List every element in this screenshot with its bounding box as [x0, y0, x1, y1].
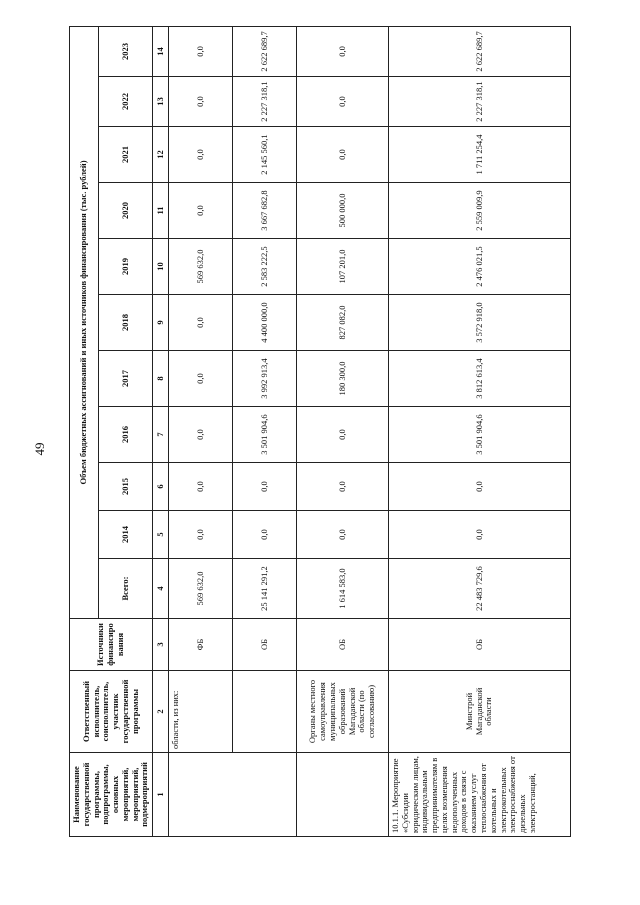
header-name: Наименование государственной программы, подпрограммы, основных мероприятий, мероприятий, подмероприятий — [70, 753, 153, 837]
header-year: 2020 — [99, 183, 153, 239]
cell-source: ОБ — [389, 619, 571, 671]
header-funding-title: Объем бюджетных ассигнований и иных источников финансирования (тыс. рублей) — [70, 26, 99, 618]
cell-value: 3 501 904,6 — [233, 407, 297, 463]
cell-name — [297, 753, 389, 837]
column-number: 11 — [153, 183, 169, 239]
cell-value: 0,0 — [169, 463, 233, 511]
cell-executor: Минстрой Магаданской области — [389, 671, 571, 753]
cell-value: 22 483 729,6 — [389, 559, 571, 619]
column-number: 10 — [153, 239, 169, 295]
cell-value: 0,0 — [297, 463, 389, 511]
column-number: 1 — [153, 753, 169, 837]
column-number: 9 — [153, 295, 169, 351]
cell-value: 0,0 — [169, 407, 233, 463]
table-row — [233, 26, 297, 836]
cell-value: 0,0 — [169, 26, 233, 76]
column-number: 4 — [153, 559, 169, 619]
cell-value: 0,0 — [297, 127, 389, 183]
cell-value: 3 992 913,4 — [233, 351, 297, 407]
cell-value: 2 559 009,9 — [389, 183, 571, 239]
cell-value: 0,0 — [233, 463, 297, 511]
header-source: Источники финансирования — [70, 619, 153, 671]
cell-name — [169, 753, 297, 837]
column-number: 8 — [153, 351, 169, 407]
cell-value: 0,0 — [169, 183, 233, 239]
column-number: 5 — [153, 511, 169, 559]
cell-value: 0,0 — [389, 511, 571, 559]
header-year: 2017 — [99, 351, 153, 407]
cell-value: 0,0 — [297, 77, 389, 127]
cell-value: 0,0 — [169, 127, 233, 183]
cell-value: 2 583 222,5 — [233, 239, 297, 295]
header-year: 2021 — [99, 127, 153, 183]
cell-executor: области, из них: — [169, 671, 233, 753]
cell-source: ОБ — [297, 619, 389, 671]
cell-value: 1 711 254,4 — [389, 127, 571, 183]
column-number: 3 — [153, 619, 169, 671]
header-year: 2016 — [99, 407, 153, 463]
cell-value: 1 614 583,0 — [297, 559, 389, 619]
cell-value: 0,0 — [297, 26, 389, 76]
table-row — [169, 26, 233, 836]
cell-value: 3 572 918,0 — [389, 295, 571, 351]
cell-value: 569 632,0 — [169, 239, 233, 295]
page-number: 49 — [32, 442, 47, 456]
header-year: 2018 — [99, 295, 153, 351]
cell-value: 0,0 — [169, 511, 233, 559]
cell-source: ОБ — [233, 619, 297, 671]
cell-value: 3 501 904,6 — [389, 407, 571, 463]
header-year: 2019 — [99, 239, 153, 295]
cell-value: 2 227 318,1 — [233, 77, 297, 127]
cell-value: 4 400 000,0 — [233, 295, 297, 351]
cell-value: 2 622 689,7 — [389, 26, 571, 76]
cell-value: 569 632,0 — [169, 559, 233, 619]
cell-value: 0,0 — [297, 407, 389, 463]
cell-value: 2 622 689,7 — [233, 26, 297, 76]
cell-value: 2 476 021,5 — [389, 239, 571, 295]
table-row — [389, 26, 571, 836]
cell-value: 0,0 — [169, 295, 233, 351]
cell-value: 500 000,0 — [297, 183, 389, 239]
column-number: 7 — [153, 407, 169, 463]
cell-value: 25 141 291,2 — [233, 559, 297, 619]
funding-table — [69, 26, 571, 837]
header-total: Всего: — [99, 559, 153, 619]
cell-value: 180 300,0 — [297, 351, 389, 407]
column-number: 6 — [153, 463, 169, 511]
cell-value: 0,0 — [169, 351, 233, 407]
cell-value: 0,0 — [297, 511, 389, 559]
cell-value: 0,0 — [389, 463, 571, 511]
header-executor: Ответственный исполнитель, соисполнитель, участник государственной программы — [70, 671, 153, 753]
cell-value: 2 227 318,1 — [389, 77, 571, 127]
cell-source: ФБ — [169, 619, 233, 671]
header-year: 2015 — [99, 463, 153, 511]
header-year: 2022 — [99, 77, 153, 127]
rotated-table-container — [69, 31, 571, 837]
table-row — [297, 26, 389, 836]
cell-value: 3 667 682,8 — [233, 183, 297, 239]
cell-name: 10.1.1. Мероприятие «Субсидии юридическим лицам, индивидуальным предпринимателям в целях возмещения недополученных доходов в связи с оказанием услуг теплоснабжения от котельных и электрокотельных электроснабжения от дизельных электростанций, — [389, 753, 571, 837]
cell-value: 0,0 — [233, 511, 297, 559]
header-year: 2023 — [99, 26, 153, 76]
cell-executor — [233, 671, 297, 753]
cell-value: 107 201,0 — [297, 239, 389, 295]
column-number: 14 — [153, 26, 169, 76]
column-number: 2 — [153, 671, 169, 753]
cell-value: 2 145 560,1 — [233, 127, 297, 183]
column-number: 13 — [153, 77, 169, 127]
cell-value: 827 082,0 — [297, 295, 389, 351]
cell-value: 3 812 613,4 — [389, 351, 571, 407]
cell-executor: Органы местного самоуправления муниципальных образований Магаданской области (по согласованию) — [297, 671, 389, 753]
header-year: 2014 — [99, 511, 153, 559]
column-number: 12 — [153, 127, 169, 183]
cell-value: 0,0 — [169, 77, 233, 127]
